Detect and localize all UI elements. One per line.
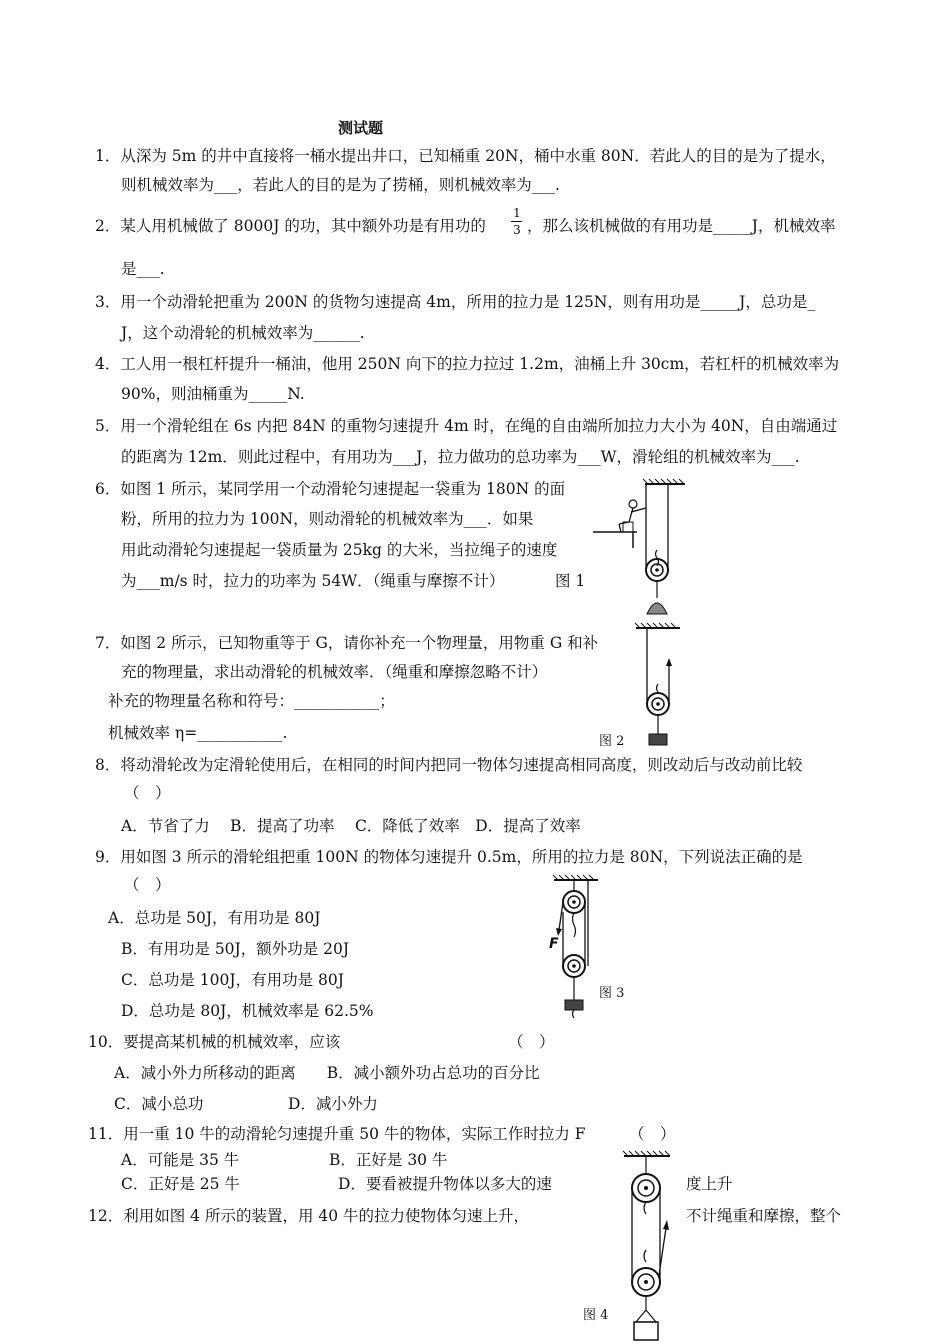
q4-line1: 4．工人用一根杠杆提升一桶油，他用 250N 向下的拉力拉过 1.2m，油桶上升 30cm，若杠杆的机械效率为 — [95, 355, 840, 373]
q11-answer-paren: （ ） — [629, 1125, 676, 1143]
q9-option-d: D．总功是 80J，机械效率是 62.5% — [121, 1002, 374, 1020]
q9-option-a: A．总功是 50J，有用功是 80J — [108, 909, 321, 927]
page-title: 测试题 — [338, 119, 384, 137]
q8-line1: 8．将动滑轮改为定滑轮使用后，在相同的时间内把同一物体匀速提高相同高度，则改动后与改动前比较 — [95, 756, 803, 774]
q8-answer-paren: （ ） — [124, 784, 171, 802]
q2-line1a: 2．某人用机械做了 8000J 的功，其中额外功是有用功的 — [95, 217, 486, 235]
q10-option-d: D．减小外力 — [288, 1095, 378, 1113]
q10-line1: 10．要提高某机械的机械效率，应该 — [88, 1033, 341, 1051]
q2-fraction-numerator: 1 — [513, 206, 521, 220]
q1-line2: 则机械效率为___，若此人的目的是为了捞桶，则机械效率为___. — [121, 176, 560, 194]
q11-option-a: A．可能是 35 牛 — [121, 1151, 240, 1169]
q10-options-ab: A．减小外力所移动的距离 B．减小额外功占总功的百分比 — [114, 1064, 540, 1082]
q9-option-c: C．总功是 100J，有用功是 80J — [121, 971, 344, 989]
figure-3-pulley-block — [548, 874, 608, 1024]
q2-fraction-bar — [511, 221, 522, 222]
q4-line2: 90%，则油桶重为_____N. — [121, 385, 305, 403]
q5-line1: 5．用一个滑轮组在 6s 内把 84N 的重物匀速提升 4m 时，在绳的自由端所加拉力大小为 40N，自由端通过 — [95, 417, 838, 435]
q8-options: A．节省了力 B．提高了功率 C．降低了效率 D．提高了效率 — [121, 817, 581, 835]
q1-line1: 1．从深为 5m 的井中直接将一桶水提出井口，已知桶重 20N，桶中水重 80N．若此人的目的是为了提水， — [95, 147, 836, 165]
q7-line3: 补充的物理量名称和符号：___________； — [108, 692, 395, 710]
q7-line1: 7．如图 2 所示，已知物重等于 G，请你补充一个物理量，用物重 G 和补 — [95, 634, 599, 652]
q10-option-c: C．减小总功 — [114, 1095, 204, 1113]
figure-3-caption: 图 3 — [599, 986, 625, 1001]
q2-line1b: ，那么该机械做的有用功是_____J，机械效率 — [527, 217, 836, 235]
q11-option-b: B．正好是 30 牛 — [329, 1151, 448, 1169]
figure-2-movable-pulley — [628, 622, 688, 750]
q2-fraction-denominator: 3 — [513, 223, 521, 237]
q11-line1: 11．用一重 10 牛的动滑轮匀速提升重 50 牛的物体，实际工作时拉力 F — [88, 1125, 586, 1143]
figure-4-pulley-block — [618, 1150, 678, 1344]
q3-line1: 3．用一个动滑轮把重为 200N 的货物匀速提高 4m，所用的拉力是 125N，则有用功是_____J，总功是_ — [95, 293, 816, 311]
q12-line1: 12．利用如图 4 所示的装置，用 40 牛的拉力使物体匀速上升， — [88, 1207, 530, 1225]
q12-line1-continued: 不计绳重和摩擦，整个 — [686, 1207, 842, 1225]
q2-line2: 是___. — [121, 260, 165, 278]
q6-line1: 6．如图 1 所示，某同学用一个动滑轮匀速提起一袋重为 180N 的面 — [95, 480, 566, 498]
q5-line2: 的距离为 12m．则此过程中，有用功为___J，拉力做功的总功率为___W，滑轮组的机械效率为___. — [121, 448, 800, 466]
figure-1-pulley-person — [585, 478, 695, 638]
figure-2-caption: 图 2 — [599, 734, 625, 749]
q6-line4: 为___m/s 时，拉力的功率为 54W．（绳重与摩擦不计） — [121, 572, 505, 590]
figure-3-force-label: F — [549, 936, 559, 952]
q7-line4: 机械效率 η=___________. — [108, 724, 288, 742]
q9-option-b: B．有用功是 50J，额外功是 20J — [121, 940, 350, 958]
q11-option-c: C．正好是 25 牛 — [121, 1175, 240, 1193]
q10-answer-paren: （ ） — [508, 1033, 555, 1051]
q11-option-d-continued: 度上升 — [686, 1175, 733, 1193]
q6-line3: 用此动滑轮匀速提起一袋质量为 25kg 的大米，当拉绳子的速度 — [121, 541, 558, 559]
figure-4-caption: 图 4 — [583, 1308, 609, 1323]
q6-line2: 粉，所用的拉力为 100N，则动滑轮的机械效率为___．如果 — [121, 510, 534, 528]
q3-line2: J，这个动滑轮的机械效率为______. — [121, 324, 365, 342]
q9-answer-paren: （ ） — [124, 876, 171, 894]
q7-line2: 充的物理量，求出动滑轮的机械效率．（绳重和摩擦忽略不计） — [121, 663, 548, 681]
figure-1-caption: 图 1 — [555, 572, 586, 590]
q11-option-d: D．要看被提升物体以多大的速 — [338, 1175, 552, 1193]
q9-line1: 9．用如图 3 所示的滑轮组把重 100N 的物体匀速提升 0.5m，所用的拉力是 80N，下列说法正确的是 — [95, 848, 803, 866]
